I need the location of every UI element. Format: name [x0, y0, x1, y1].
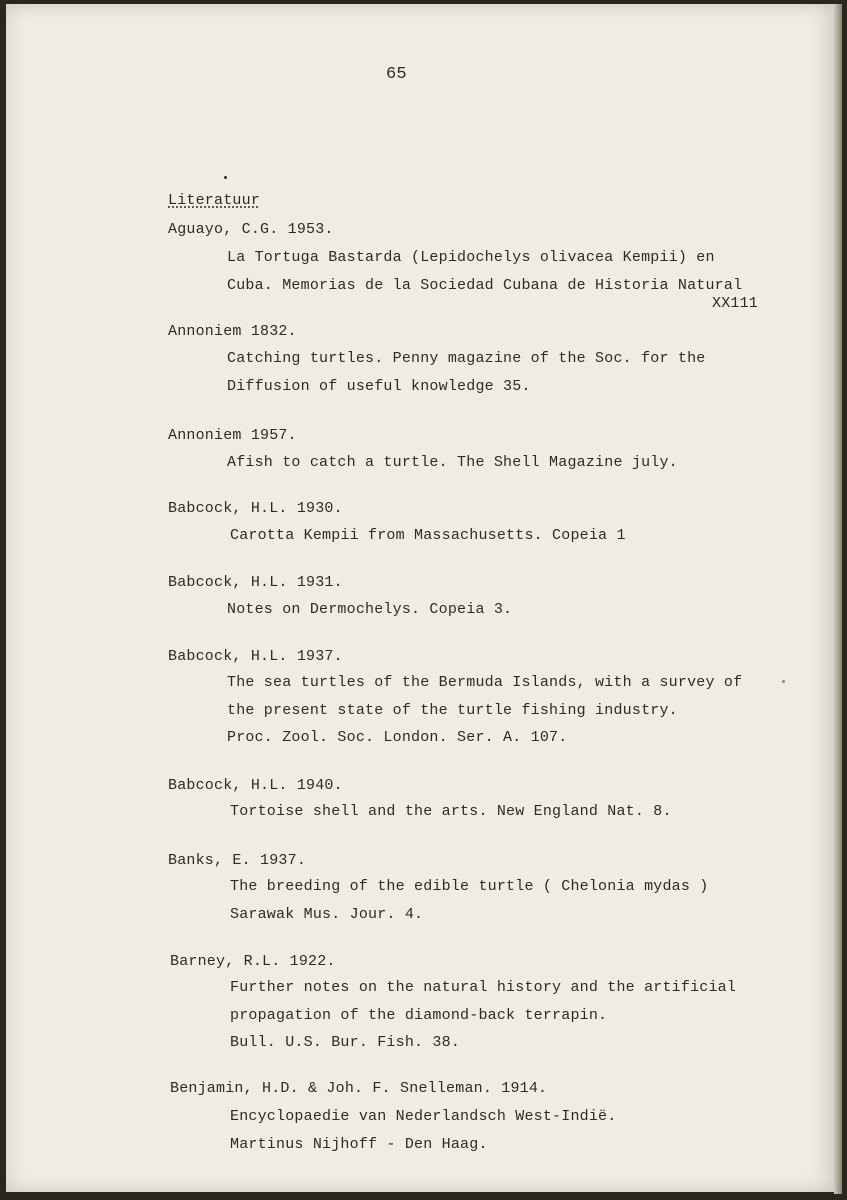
entry-author: Babcock, H.L. 1930.: [168, 500, 343, 517]
ink-dot: [224, 176, 227, 179]
entry-line: Catching turtles. Penny magazine of the Soc. for the: [227, 350, 706, 367]
entry-author: Annoniem 1957.: [168, 427, 297, 444]
entry-line: propagation of the diamond-back terrapin.: [230, 1007, 608, 1024]
entry-line: Afish to catch a turtle. The Shell Magazine july.: [227, 454, 678, 471]
entry-line: The breeding of the edible turtle ( Chelonia mydas ): [230, 878, 709, 895]
entry-author: Barney, R.L. 1922.: [170, 953, 336, 970]
entry-line: Encyclopaedie van Nederlandsch West-Indië.: [230, 1108, 617, 1125]
entry-volume: XX111: [712, 295, 759, 312]
entry-line: Bull. U.S. Bur. Fish. 38.: [230, 1034, 461, 1051]
section-heading: Literatuur: [168, 192, 261, 209]
entry-author: Babcock, H.L. 1931.: [168, 574, 343, 591]
entry-author: Benjamin, H.D. & Joh. F. Snelleman. 1914.: [170, 1080, 548, 1097]
entry-line: La Tortuga Bastarda (Lepidochelys olivacea Kempii) en: [227, 249, 715, 266]
entry-line: Proc. Zool. Soc. London. Ser. A. 107.: [227, 729, 568, 746]
entry-line: Notes on Dermochelys. Copeia 3.: [227, 601, 513, 618]
ink-dot: [782, 680, 785, 683]
entry-author: Babcock, H.L. 1940.: [168, 777, 343, 794]
entry-author: Aguayo, C.G. 1953.: [168, 221, 334, 238]
entry-line: Tortoise shell and the arts. New England Nat. 8.: [230, 803, 672, 820]
entry-author: Babcock, H.L. 1937.: [168, 648, 343, 665]
entry-line: Sarawak Mus. Jour. 4.: [230, 906, 424, 923]
entry-line: the present state of the turtle fishing industry.: [227, 702, 678, 719]
entry-line: The sea turtles of the Bermuda Islands, with a survey of: [227, 674, 743, 691]
entry-line: Cuba. Memorias de la Sociedad Cubana de Historia Natural: [227, 277, 743, 294]
entry-line: Further notes on the natural history and the artificial: [230, 979, 737, 996]
entry-line: Martinus Nijhoff - Den Haag.: [230, 1136, 488, 1153]
entry-line: Diffusion of useful knowledge 35.: [227, 378, 531, 395]
entry-author: Annoniem 1832.: [168, 323, 297, 340]
document-page: [6, 4, 836, 1192]
entry-author: Banks, E. 1937.: [168, 852, 307, 869]
page-edge: [834, 4, 842, 1194]
entry-line: Carotta Kempii from Massachusetts. Copeia 1: [230, 527, 626, 544]
page-number: 65: [386, 65, 407, 84]
